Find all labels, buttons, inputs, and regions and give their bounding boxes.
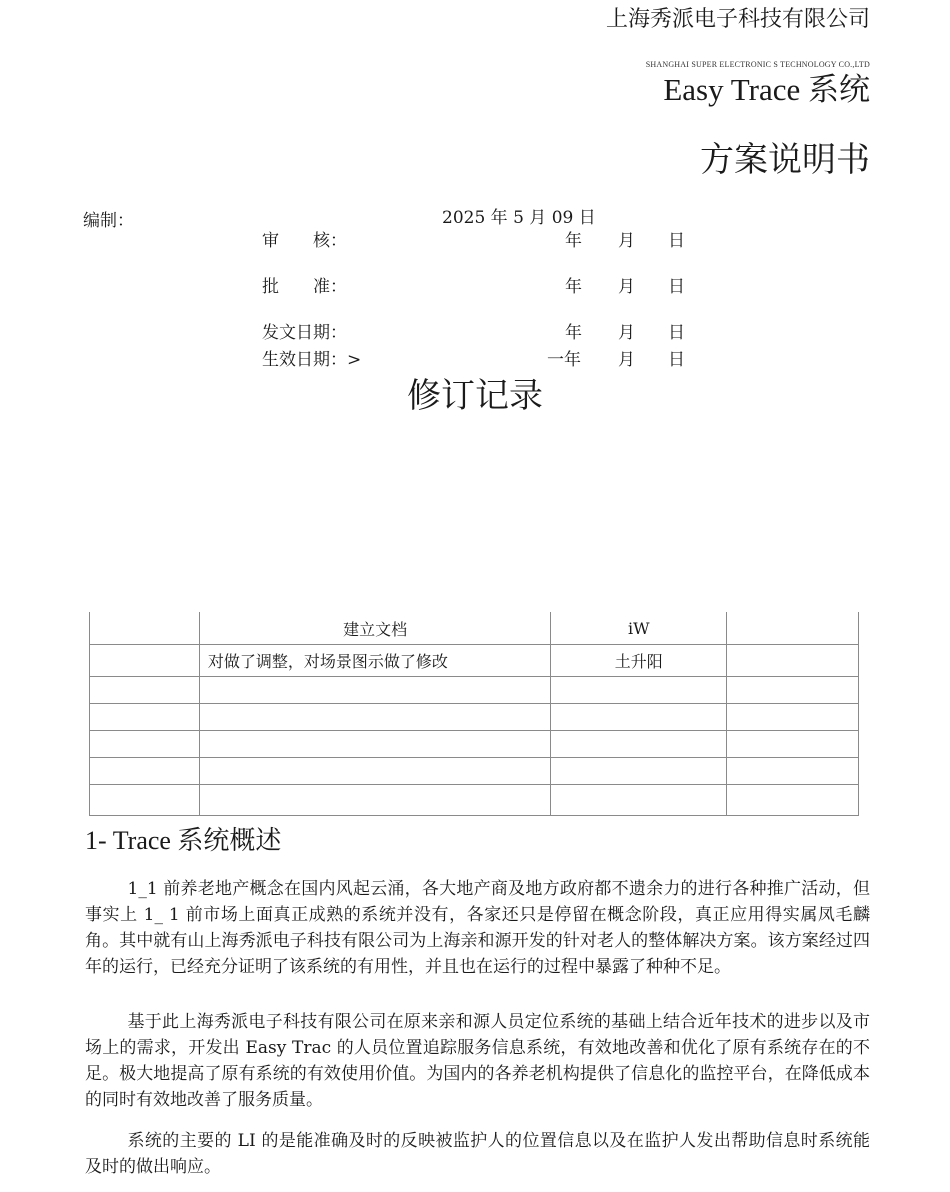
table-cell: 对做了调整，对场景图示做了修改: [199, 645, 551, 677]
approve-year: 年: [565, 277, 582, 297]
table-cell: [199, 677, 551, 704]
effective-month: 月: [618, 350, 635, 370]
section-heading: 1- Trace 系统概述: [85, 826, 282, 855]
table-cell: [727, 645, 859, 677]
table-cell: 建立文档: [199, 612, 551, 645]
table-cell: [90, 645, 200, 677]
revision-table: [89, 612, 859, 816]
table-cell: [551, 731, 727, 758]
table-cell: [199, 758, 551, 785]
compile-label: 编制：: [83, 211, 134, 231]
table-cell: [551, 704, 727, 731]
table-cell: [90, 704, 200, 731]
table-cell: [727, 731, 859, 758]
table-cell: 土升阳: [551, 645, 727, 677]
table-cell: [199, 785, 551, 816]
table-row: [90, 758, 859, 785]
table-cell: [199, 704, 551, 731]
system-title: Easy Trace 系统: [663, 72, 870, 107]
table-cell: [727, 785, 859, 816]
issue-year: 年: [565, 323, 582, 343]
issue-month: 月: [618, 323, 635, 343]
table-cell: [551, 758, 727, 785]
approve-day: 日: [668, 277, 685, 297]
table-cell: [727, 758, 859, 785]
company-name-en: SHANGHAI SUPER ELECTRONIC S TECHNOLOGY CO.,LTD: [645, 60, 870, 69]
table-cell: [551, 677, 727, 704]
approve-month: 月: [618, 277, 635, 297]
table-cell: [90, 612, 200, 645]
body-paragraph: 基于此上海秀派电子科技有限公司在原来亲和源人员定位系统的基础上结合近年技术的进步以及市场上的需求，开发出 Easy Trac 的人员位置追踪服务信息系统，有效地改善和优化了原有系统存在的不足。极大地提高了原有系统的有效使用价值。为国内的各养老机构提供了信息化的监控平台，在降低成本的同时有效地改善了服务质量。: [85, 1012, 870, 1110]
table-row: [90, 677, 859, 704]
table-row: [90, 704, 859, 731]
body-paragraph: 1_1 前养老地产概念在国内风起云涌，各大地产商及地方政府都不遗余力的进行各种推广活动，但事实上 1_ 1 前市场上面真正成熟的系统并没有，各家还只是停留在概念阶段，真正应用得实属凤毛麟角。其中就有山上海秀派电子科技有限公司为上海亲和源开发的针对老人的整体解决方案。该方案经过四年的运行，已经充分证明了该系统的有用性，并且也在运行的过程中暴露了种种不足。: [85, 879, 870, 977]
approve-label: 批 准：: [262, 277, 347, 297]
table-cell: [727, 704, 859, 731]
table-cell: [90, 758, 200, 785]
table-row: [90, 785, 859, 816]
issue-day: 日: [668, 323, 685, 343]
table-cell: iW: [551, 612, 727, 645]
company-name-cn: 上海秀派电子科技有限公司: [605, 7, 870, 32]
document-title: 方案说明书: [700, 140, 870, 180]
issue-date-label: 发文日期：: [262, 323, 347, 343]
table-cell: [90, 731, 200, 758]
review-month: 月: [618, 231, 635, 251]
compile-date: 2025 年 5 月 09 日: [442, 208, 596, 228]
review-day: 日: [668, 231, 685, 251]
body-paragraph: 系统的主要的 LI 的是能准确及时的反映被监护人的位置信息以及在监护人发出帮助信息时系统能及时的做出响应。: [85, 1131, 870, 1177]
table-cell: [90, 785, 200, 816]
revision-heading: 修订记录: [407, 376, 543, 416]
review-year: 年: [565, 231, 582, 251]
effective-day: 日: [668, 350, 685, 370]
effective-year: 一年: [547, 350, 581, 370]
table-cell: [551, 785, 727, 816]
table-cell: [727, 612, 859, 645]
table-row: [90, 612, 859, 645]
table-row: [90, 731, 859, 758]
effective-date-label: 生效日期：>: [262, 350, 362, 370]
table-cell: [90, 677, 200, 704]
review-label: 审 核：: [262, 231, 347, 251]
table-row: [90, 645, 859, 677]
table-cell: [727, 677, 859, 704]
table-cell: [199, 731, 551, 758]
